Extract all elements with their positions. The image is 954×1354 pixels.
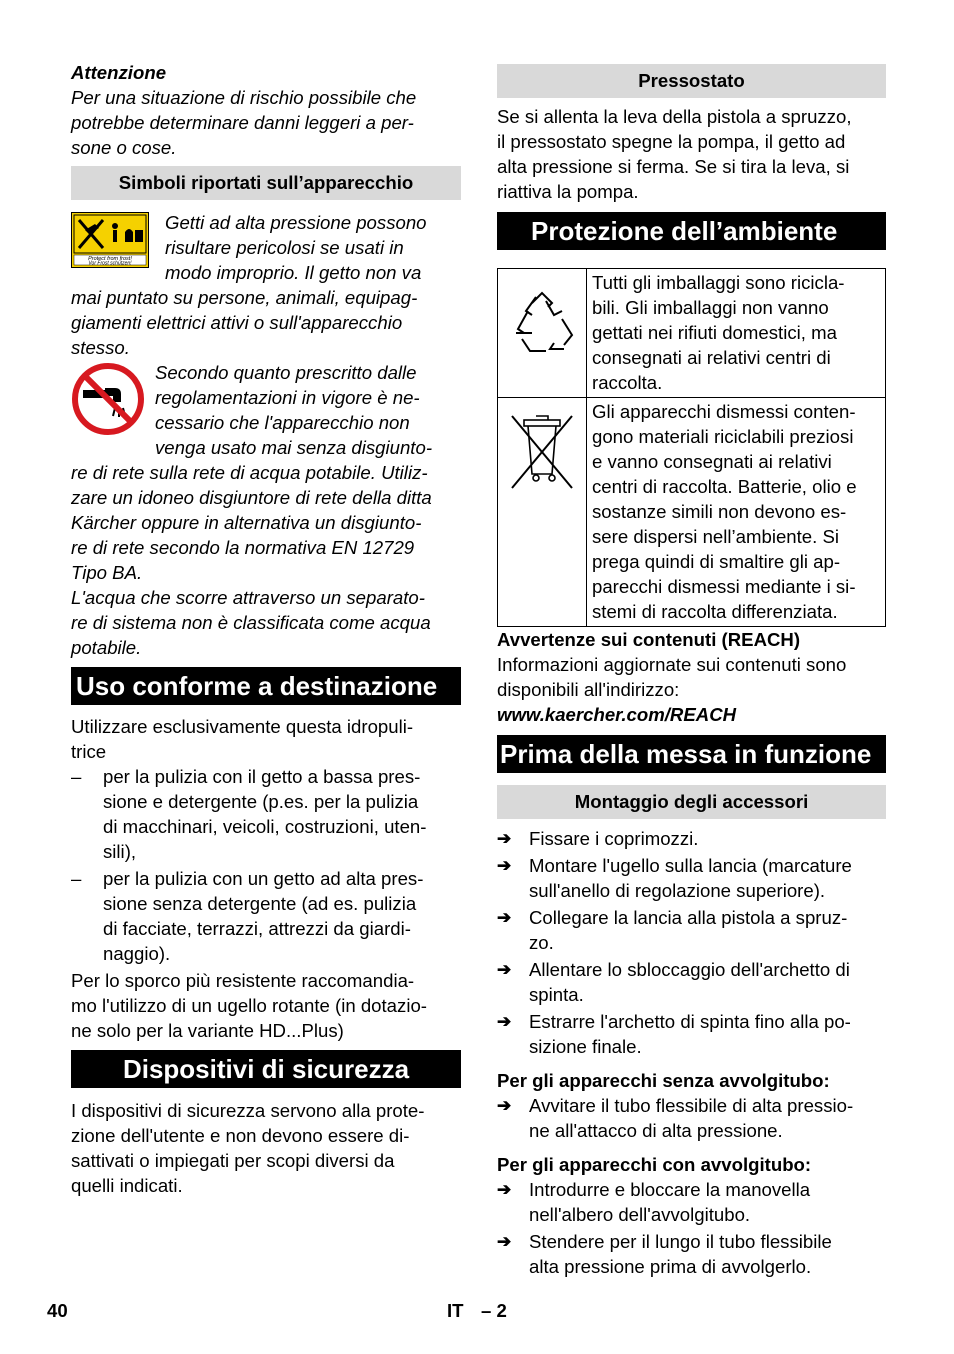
arrow-right-icon: ➔ [497,1232,512,1251]
table-row [498,398,886,627]
list-item: – per la pulizia con il getto a bassa pres- sione e detergente (p.es. per la pulizia di macchinari, veicoli, costruzioni, uten- sili), [71,766,427,862]
protect-from-frost-label: Protect from frost! [88,256,132,262]
symbol2-intro: Secondo quanto prescritto dalle regolamentazioni in vigore è ne- cessario che l'apparecchio non venga usato mai senza disgiunto- [155,362,433,458]
symbol2-block: Secondo quanto prescritto dalle regolamentazioni in vigore è ne- cessario che l'apparecchio non venga usato mai senza disgiunto- re di rete sulla rete di acqua potabile. Utiliz- zare un idoneo disgiuntore di rete della ditta Kärcher oppure in alternativa un disgiunto- re di rete secondo la normativa EN 12729 Tipo BA. L'acqua che scorre attraverso un separato- re di sistema non è classificata come acqua potabile. [71,360,461,660]
right-column [497,64,886,1279]
list-item: ➔ Introdurre e bloccare la manovella nell'albero dell'avvolgitubo. [497,1179,811,1225]
list-item: ➔ Allentare lo sbloccaggio dell'archetto di spinta. [497,959,850,1005]
symbol1-intro: Getti ad alta pressione possono risultare pericolosi se usati in modo improprio. Il getto non va [165,212,427,283]
dash-marker: – [71,766,82,787]
left-column [71,60,461,1198]
reach-link[interactable]: www.kaercher.com/REACH [497,704,737,725]
uso-section: Utilizzare esclusivamente questa idropuli- trice – per la pulizia con il getto a bassa pres- sione e detergente (p.es. per la pulizia di macchinari, veicoli, costruzioni, uten- sili), – per la pulizia con un getto ad alta pres- sione senza detergente (ad es. pulizia di facciate, terrazzi, attrezzi da giardi- naggio). Per lo sporco più resistente raccomandia- mo l'utilizzo di un ugello rotante (in dotazio- ne solo per la variante HD...Plus) [71,714,461,1043]
recycle-icon [498,269,587,398]
protezione-heading: Protezione dell’ambiente [497,212,886,250]
reach-section: Avvertenze sui contenuti (REACH) Informazioni aggiornate sui contenuti sono disponibili all'indirizzo: www.kaercher.com/REACH [497,627,886,727]
list-item: ➔ Collegare la lancia alla pistola a spruz- zo. [497,907,848,953]
attention-line: sone o cose. [71,137,177,158]
list-item: ➔ Estrarre l'archetto di spinta fino alla po- sizione finale. [497,1011,851,1057]
arrow-right-icon: ➔ [497,1096,512,1115]
montaggio-heading: Montaggio degli accessori [497,785,886,819]
con-title: Per gli apparecchi con avvolgitubo: [497,1154,812,1175]
high-pressure-warning-icon [71,212,149,274]
environment-table [497,268,886,627]
list-item: ➔ Stendere per il lungo il tubo flessibile alta pressione prima di avvolgerlo. [497,1231,832,1277]
list-item: ➔ Fissare i coprimozzi. [497,828,699,849]
arrow-right-icon: ➔ [497,908,512,927]
pressostato-text: Se si allenta la leva della pistola a spruzzo, il pressostato spegne la pompa, il getto ad alta pressione si ferma. Se si tira la leva, si riattiva la pompa. [497,106,852,202]
attention-line: potrebbe determinare danni leggeri a per- [71,112,414,133]
arrow-right-icon: ➔ [497,856,512,875]
reach-title: Avvertenze sui contenuti (REACH) [497,629,801,650]
arrow-right-icon: ➔ [497,1012,512,1031]
attention-title: Attenzione [71,62,167,83]
language-code: IT [447,1300,464,1321]
arrow-right-icon: ➔ [497,1180,512,1199]
env-text-devices: Gli apparecchi dismessi conten- gono materiali riciclabili preziosi e vanno consegnati ai relativi centri di raccolta. Batterie, olio e sostanze simili non devono es- sere dispersi nell’ambiente. Si prega quindi di smaltire gli ap- parecchi dismessi mediante i si- stemi di raccolta differenziata. [587,398,886,627]
senza-title: Per gli apparecchi senza avvolgitubo: [497,1070,830,1091]
list-item: – per la pulizia con un getto ad alta pres- sione senza detergente (ad es. pulizia di facciate, terrazzi, attrezzi da giardi- naggio). [71,868,424,964]
uso-heading: Uso conforme a destinazione [71,667,461,705]
env-text-packaging: Tutti gli imballaggi sono ricicla- bili. Gli imballaggi non vanno gettati nei rifiuti domestici, ma consegnati ai relativi centri di raccolta. [587,269,886,398]
montaggio-list [497,826,886,1059]
list-item: ➔ Montare l'ugello sulla lancia (marcature sull'anello di regolazione superiore). [497,855,852,901]
crossed-bin-icon [498,398,587,627]
prima-heading: Prima della messa in funzione [497,735,886,773]
dispositivi-heading: Dispositivi di sicurezza [71,1050,461,1088]
dash-marker: – [71,868,82,889]
table-row [498,269,886,398]
no-potable-water-icon [71,362,147,442]
page-number: 40 [47,1300,68,1321]
arrow-right-icon: ➔ [497,960,512,979]
attention-text [71,85,461,160]
symbols-heading: Simboli riportati sull’apparecchio [71,166,461,200]
vor-frost-label: Vor Frost schützen! [88,260,132,267]
attention-line: Per una situazione di rischio possibile che [71,87,417,108]
arrow-right-icon: ➔ [497,829,512,848]
list-item: ➔ Avvitare il tubo flessibile di alta pressio- ne all'attacco di alta pressione. [497,1095,854,1141]
symbol1-block: Protect from frost! Vor Frost schützen! Getti ad alta pressione possono risultare pericolosi se usati in modo improprio. Il getto non va mai puntato su persone, animali, equipag- giamenti elettrici attivi o sull'apparecchio stesso. [71,210,461,360]
sub-page-number: – 2 [481,1300,507,1321]
dispositivi-text: I dispositivi di sicurezza servono alla prote- zione dell'utente e non devono essere di- sattivati o impiegati per scopi diversi da quelli indicati. [71,1100,425,1196]
pressostato-heading: Pressostato [497,64,886,98]
